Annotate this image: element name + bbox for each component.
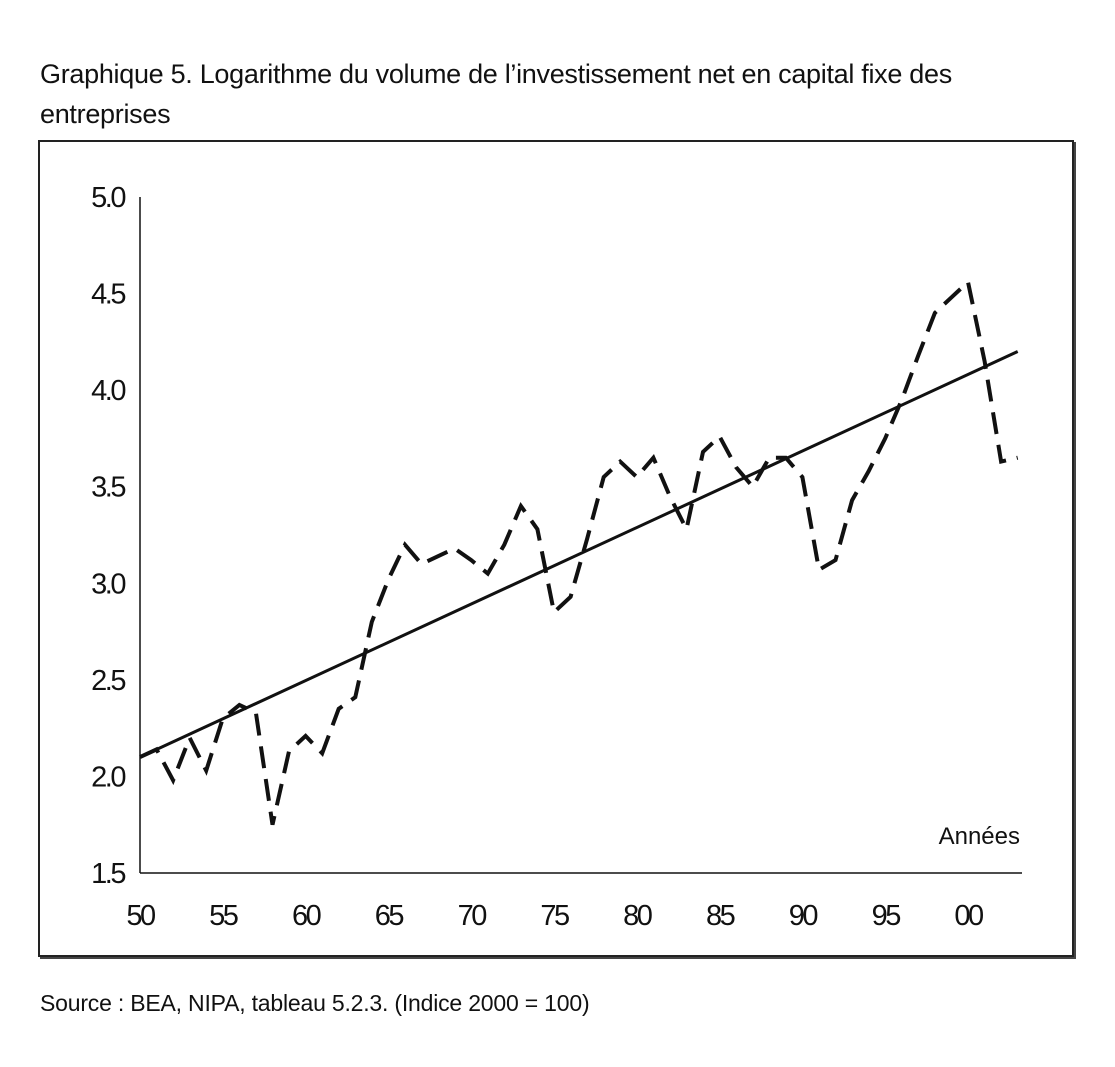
y-tick-label: 4.5 xyxy=(91,278,124,311)
x-tick-label: 60 xyxy=(291,900,320,932)
x-tick-label: 95 xyxy=(871,900,899,932)
y-tick-labels xyxy=(91,182,125,890)
x-tick-label: 55 xyxy=(209,900,237,932)
x-tick-label: 85 xyxy=(705,900,734,932)
x-tick-label: 65 xyxy=(374,900,403,932)
x-tick-label: 90 xyxy=(788,900,817,932)
x-tick-label: 80 xyxy=(623,900,651,932)
series-line-trend xyxy=(140,352,1018,758)
y-tick-label: 3.5 xyxy=(91,471,124,504)
chart-title: Graphique 5. Logarithme du volume de l’investissement net en capital fixe des entreprises xyxy=(40,59,952,129)
x-tick-label: 00 xyxy=(954,900,982,932)
x-tick-label: 50 xyxy=(126,900,154,932)
y-tick-label: 3.0 xyxy=(91,568,124,601)
x-tick-label: 70 xyxy=(457,900,485,932)
y-tick-label: 2.5 xyxy=(91,664,124,697)
y-tick-label: 5.0 xyxy=(91,182,124,214)
y-tick-label: 2.0 xyxy=(91,761,124,794)
x-tick-labels xyxy=(126,900,983,932)
x-tick-label: 75 xyxy=(540,900,568,932)
series-group xyxy=(140,282,1018,825)
source-note: Source : BEA, NIPA, tableau 5.2.3. (Indice 2000 = 100) xyxy=(40,990,590,1016)
y-tick-label: 1.5 xyxy=(91,858,124,890)
y-tick-label: 4.0 xyxy=(91,375,124,408)
x-axis-label: Années xyxy=(938,823,1020,850)
